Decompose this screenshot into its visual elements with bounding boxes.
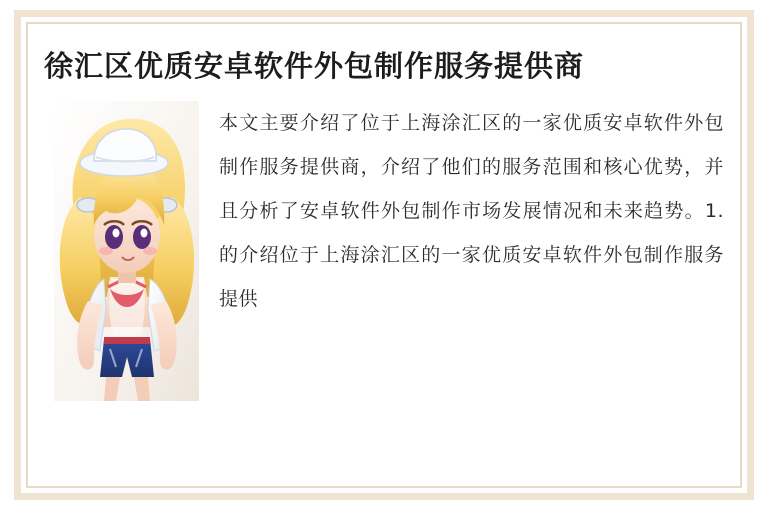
article-paragraph: 本文主要介绍了位于上海涂汇区的一家优质安卓软件外包制作服务提供商，介绍了他们的服务范围和核心优势，并且分析了安卓软件外包制作市场发展情况和未来趋势。1. 的介绍位于上海涂汇区的一家优质安卓软件外包制作服务提供 — [219, 112, 724, 310]
page-title: 徐汇区优质安卓软件外包制作服务提供商 — [44, 49, 585, 83]
document-content — [44, 46, 724, 472]
article-body — [44, 101, 724, 401]
anime-girl-illustration — [54, 101, 199, 401]
